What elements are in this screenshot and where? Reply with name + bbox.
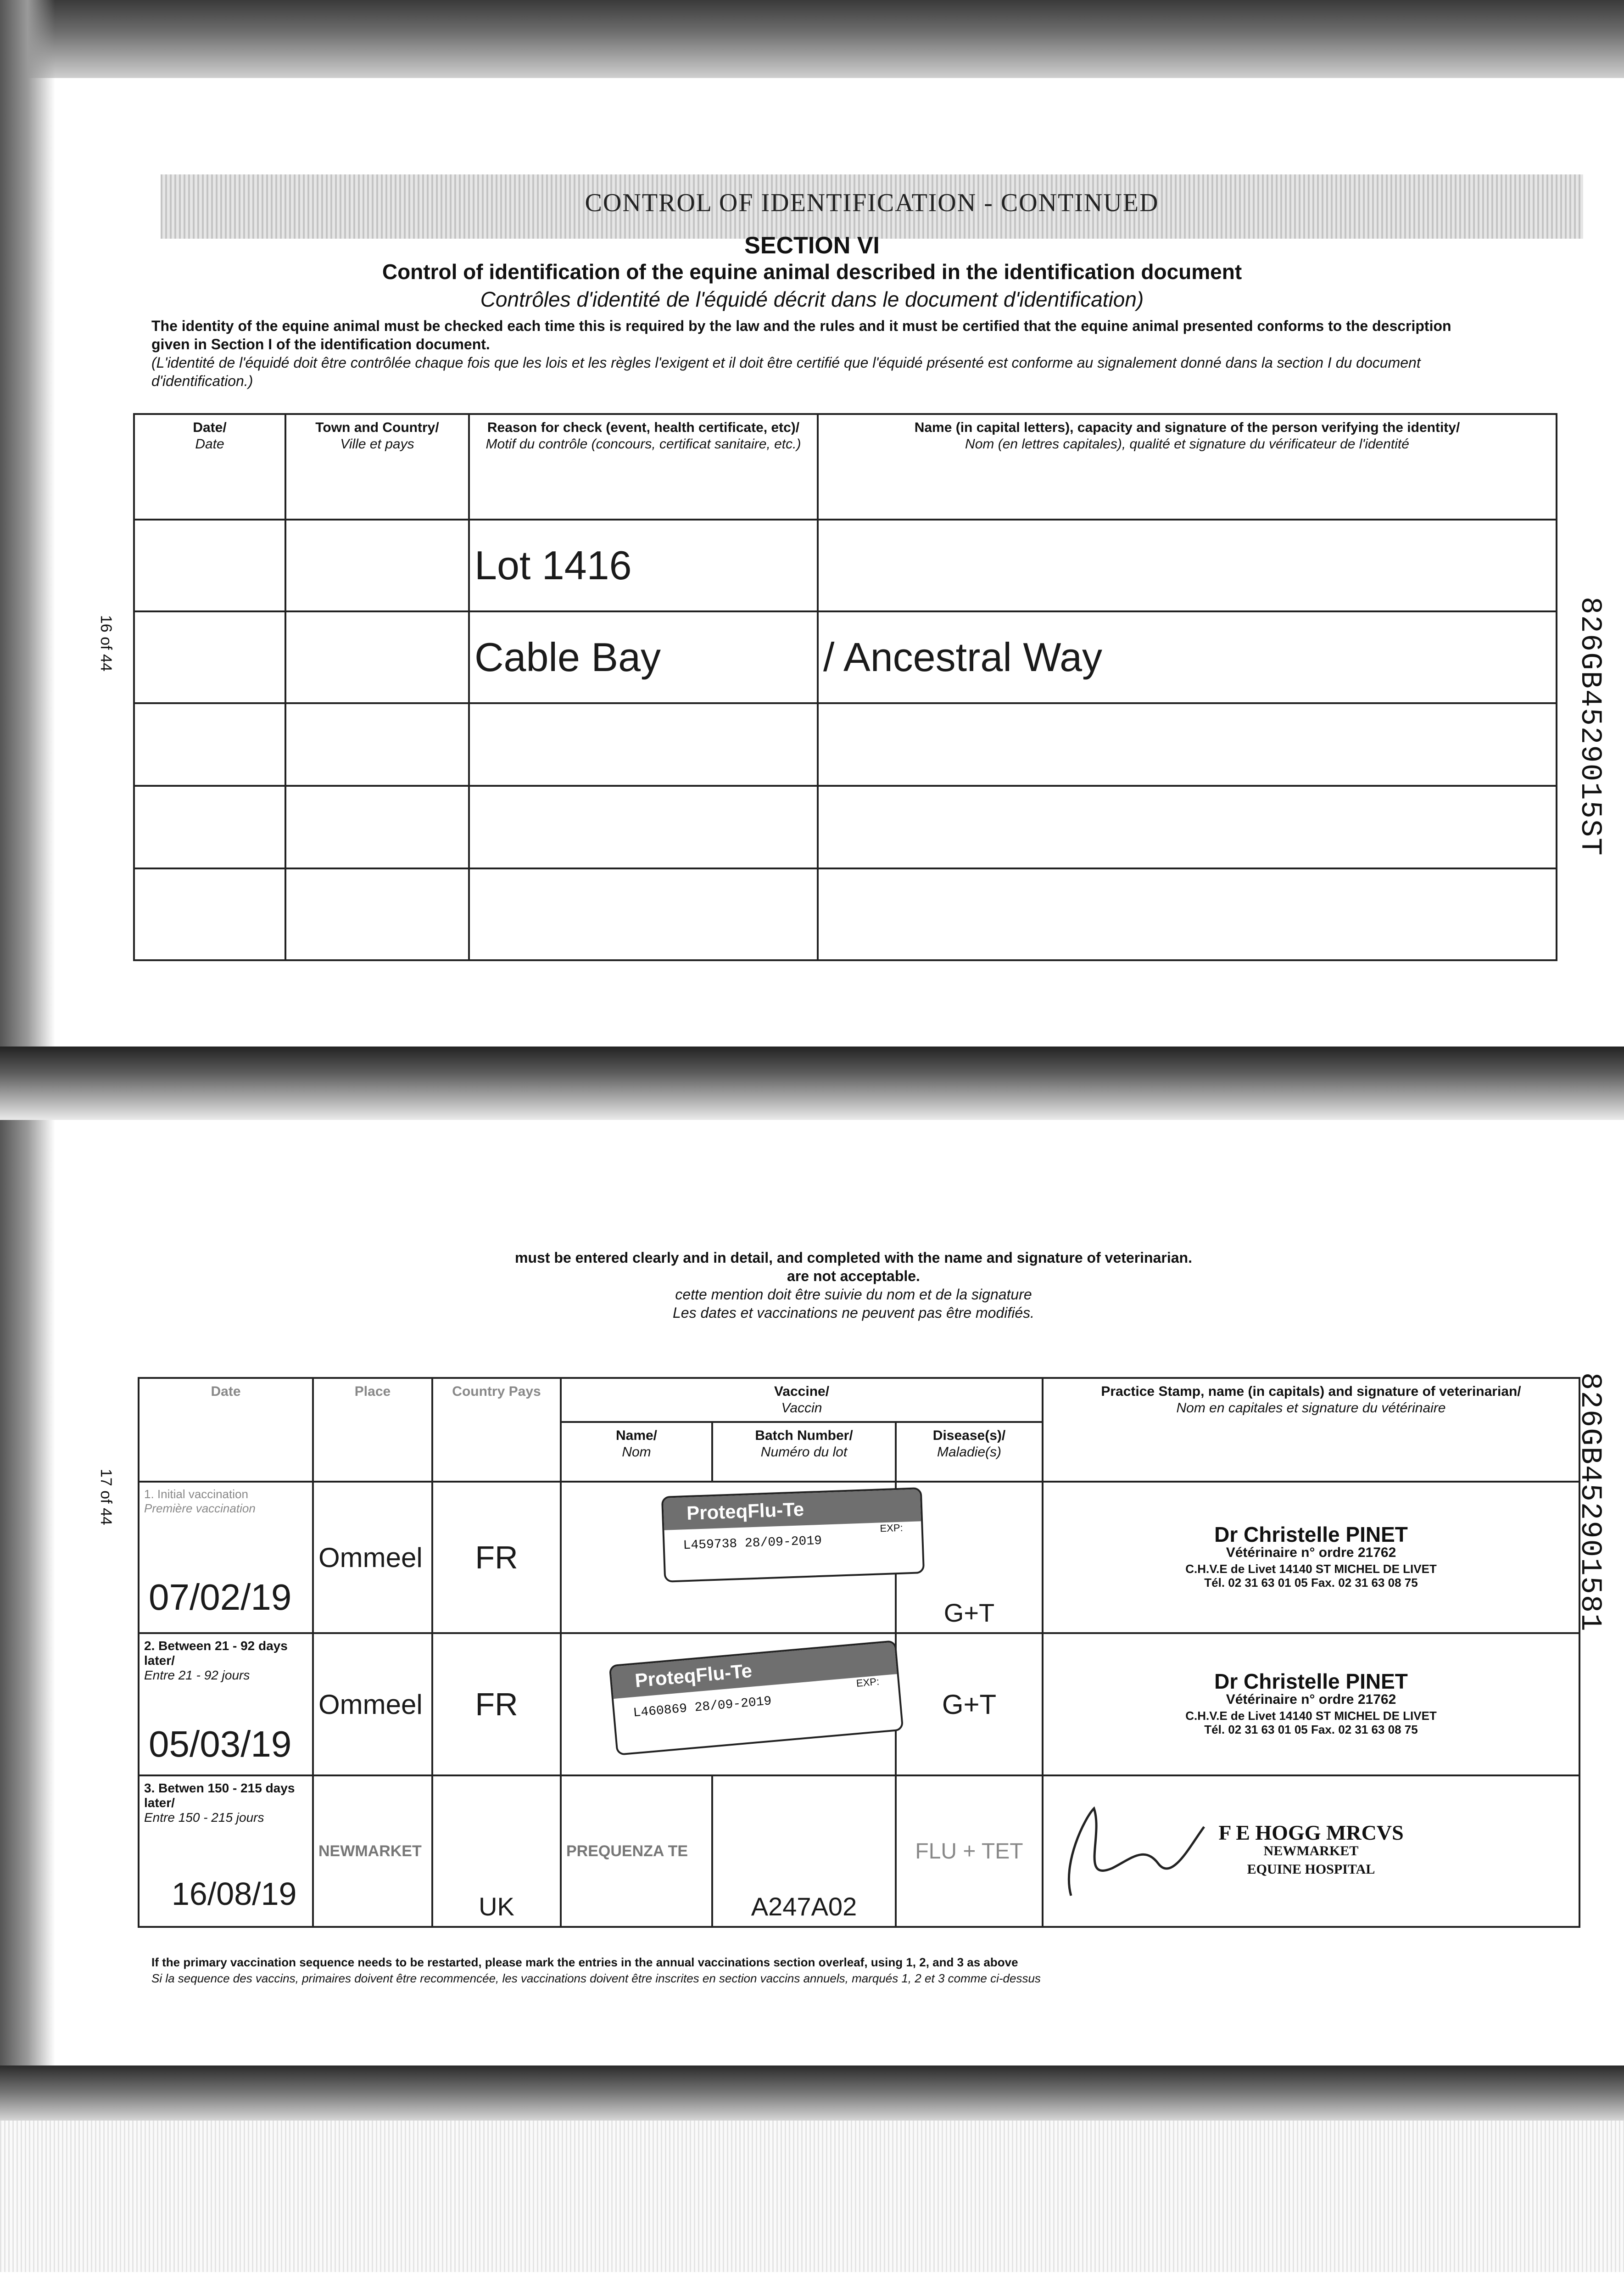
vaccination-disease: G+T [896,1633,1043,1775]
vaccine-batch: A247A02 [712,1775,896,1927]
vet-name: Dr Christelle PINET [1214,1523,1408,1546]
table-row [134,520,1557,611]
table-row [134,611,1557,703]
header-verifier [818,414,1557,520]
header-verifier-en: Name (in capital letters), capacity and signature of the person verifying the identity/ [914,420,1460,435]
vet-stamp [1043,1482,1579,1633]
header-reason [469,414,818,520]
side-identifier: 826GB4529015ST [1573,597,1606,856]
header-vaccine [561,1378,1043,1422]
vet-stamp [1043,1633,1579,1775]
vaccination-step-cell [139,1775,313,1927]
reason-cell: Lot 1416 [469,520,818,611]
vet-line-4: Tél. 02 31 63 01 05 Fax. 02 31 63 08 75 [1204,1576,1418,1590]
vaccine-brand: ProteqFlu-Te [611,1642,897,1699]
intro-fr-2: d'identification.) [151,373,253,389]
scan-edge-bottom [0,2066,1624,2121]
vaccine-intro [151,1248,1556,1322]
header-vac-place: Place [313,1378,432,1482]
vaccine-header-top [139,1378,1579,1422]
reason-cell: Cable Bay [469,611,818,703]
intro-fr-1: (L'identité de l'équidé doit être contrôlée chaque fois que les lois et les règles l'exigent et il doit être certifié que l'équidé présenté est conforme au signalement donné dans la section I du document [151,354,1421,371]
page-counter: 16 of 44 [97,615,115,672]
vaccination-date: 05/03/19 [149,1724,292,1764]
vet-line-2: Vétérinaire n° ordre 21762 [1226,1692,1396,1707]
header-name-fr: Nom [622,1444,651,1460]
vet-name: Dr Christelle PINET [1214,1669,1408,1693]
control-table [133,413,1557,961]
vaccination-date: 16/08/19 [172,1876,297,1912]
intro-paragraph [151,317,1556,390]
step-label-en: 3. Betwen 150 - 215 days later/ [144,1781,295,1810]
heading-french: Contrôles d'identité de l'équidé décrit dans le document d'identification) [480,287,1144,311]
vaccine-lot: L460869 28/09-2019 [632,1694,772,1721]
vaccine-label-cell [561,1482,904,1633]
header-vac-date: Date [139,1378,313,1482]
vaccine-intro-1: must be entered clearly and in detail, and completed with the name and signature of veterinarian. [515,1249,1192,1266]
vaccine-lot: L459738 28/09-2019 [683,1534,822,1553]
header-batch [712,1422,896,1482]
vaccination-disease: G+T [896,1482,1043,1633]
vaccination-table [138,1377,1580,1928]
header-date [134,414,285,520]
step-label-en: 1. Initial vaccination [144,1487,248,1501]
vaccine-intro-4: Les dates et vaccinations ne peuvent pas être modifiés. [672,1304,1035,1321]
page-fold-shadow [0,1047,1624,1120]
side-identifier-2: 826GB452901581 [1573,1372,1606,1632]
header-vaccine-en: Vaccine/ [774,1384,830,1399]
step-label-fr: Première vaccination [144,1501,256,1515]
vaccine-label: ProteqFlu-Te EXP: L460869 28/09-2019 [609,1640,904,1756]
header-vac-country: Country Pays [432,1378,561,1482]
vaccination-country: FR [432,1633,561,1775]
header-stamp-en: Practice Stamp, name (in capitals) and signature of veterinarian/ [1101,1384,1521,1399]
vet-line-3: C.H.V.E de Livet 14140 ST MICHEL DE LIVET [1185,1709,1437,1723]
vaccine-label-cell [561,1633,896,1775]
vet-line-3: C.H.V.E de Livet 14140 ST MICHEL DE LIVET [1185,1562,1437,1576]
header-practice-stamp [1043,1378,1579,1482]
header-batch-fr: Numéro du lot [760,1444,848,1460]
vaccine-intro-2: are not acceptable. [787,1268,920,1284]
footnote-en: If the primary vaccination sequence needs to be restarted, please mark the entries in the annual vaccinations section overleaf, using 1, 2, and 3 as above [151,1955,1018,1969]
vaccination-row [139,1775,1579,1927]
header-name-en: Name/ [615,1428,658,1443]
header-reason-fr: Motif du contrôle (concours, certificat sanitaire, etc.) [486,437,801,452]
vet-line-2: NEWMARKET [1263,1843,1359,1858]
vaccination-row [139,1633,1579,1775]
header-reason-en: Reason for check (event, health certificate, etc)/ [487,420,800,435]
step-label-en: 2. Between 21 - 92 days later/ [144,1639,288,1668]
signature-scribble [1053,1790,1218,1914]
scan-edge-top [0,0,1624,78]
vet-name: F E HOGG MRCVS [1218,1821,1404,1844]
vet-stamp [1043,1775,1579,1927]
intro-en-2: given in Section I of the identification document. [151,336,490,353]
vaccination-country: UK [432,1775,561,1927]
header-town-en: Town and Country/ [315,420,439,435]
intro-en-1: The identity of the equine animal must be checked each time this is required by the law and the rules and it must be certified that the equine animal presented conforms to the description [151,318,1451,334]
header-disease-en: Disease(s)/ [932,1428,1006,1443]
header-disease-fr: Maladie(s) [937,1444,1002,1460]
table-row [134,868,1557,960]
vaccination-step-cell [139,1482,313,1633]
vaccination-place: Ommeel [313,1482,432,1633]
header-disease [896,1422,1043,1482]
header-verifier-fr: Nom (en lettres capitales), qualité et signature du vérificateur de l'identité [965,437,1409,452]
step-label-fr: Entre 150 - 215 jours [144,1810,264,1825]
section-title: SECTION VI [744,232,880,259]
table-row [134,786,1557,868]
header-town [285,414,469,520]
step-label-fr: Entre 21 - 92 jours [144,1668,250,1682]
control-table-header [134,414,1557,520]
verifier-cell: / Ancestral Way [818,611,1557,703]
vaccine-brand: ProteqFlu-Te [663,1489,921,1530]
vaccination-place: NEWMARKET [313,1775,432,1927]
table-row [134,703,1557,786]
header-date-fr: Date [195,437,224,452]
vaccine-label: ProteqFlu-Te EXP: L459738 28/09-2019 [661,1487,925,1583]
footnote-fr: Si la sequence des vaccins, primaires doivent être recommencée, les vaccinations doivent être inscrites en section vaccins annuels, marqués 1, 2 et 3 comme ci-dessus [151,1971,1041,1985]
scan-noise-bottom [0,2121,1624,2272]
page-marker: 17 of 44 [97,1469,115,1525]
vaccination-row [139,1482,1579,1633]
header-stamp-fr: Nom en capitales et signature du vétérinaire [1176,1400,1446,1416]
vet-line-2: Vétérinaire n° ordre 21762 [1226,1545,1396,1560]
heading-english: Control of identification of the equine animal described in the identification document [382,260,1242,284]
header-date-en: Date/ [193,420,227,435]
verifier-cell [818,520,1557,611]
vaccination-step-cell [139,1633,313,1775]
vaccination-country: FR [432,1482,561,1633]
header-town-fr: Ville et pays [340,437,414,452]
banner-title: CONTROL OF IDENTIFICATION - CONTINUED [585,189,1159,217]
vaccination-date: 07/02/19 [149,1577,292,1618]
header-batch-en: Batch Number/ [755,1428,853,1443]
header-vaccine-name [561,1422,712,1482]
vaccination-place: Ommeel [313,1633,432,1775]
vaccine-name: PREQUENZA TE [561,1775,712,1927]
vet-line-3: EQUINE HOSPITAL [1247,1862,1375,1877]
section-banner [161,174,1583,239]
vaccination-disease: FLU + TET [896,1775,1043,1927]
vet-line-4: Tél. 02 31 63 01 05 Fax. 02 31 63 08 75 [1204,1723,1418,1736]
header-vaccine-fr: Vaccin [781,1400,822,1416]
vaccine-intro-3: cette mention doit être suivie du nom et de la signature [675,1286,1032,1303]
